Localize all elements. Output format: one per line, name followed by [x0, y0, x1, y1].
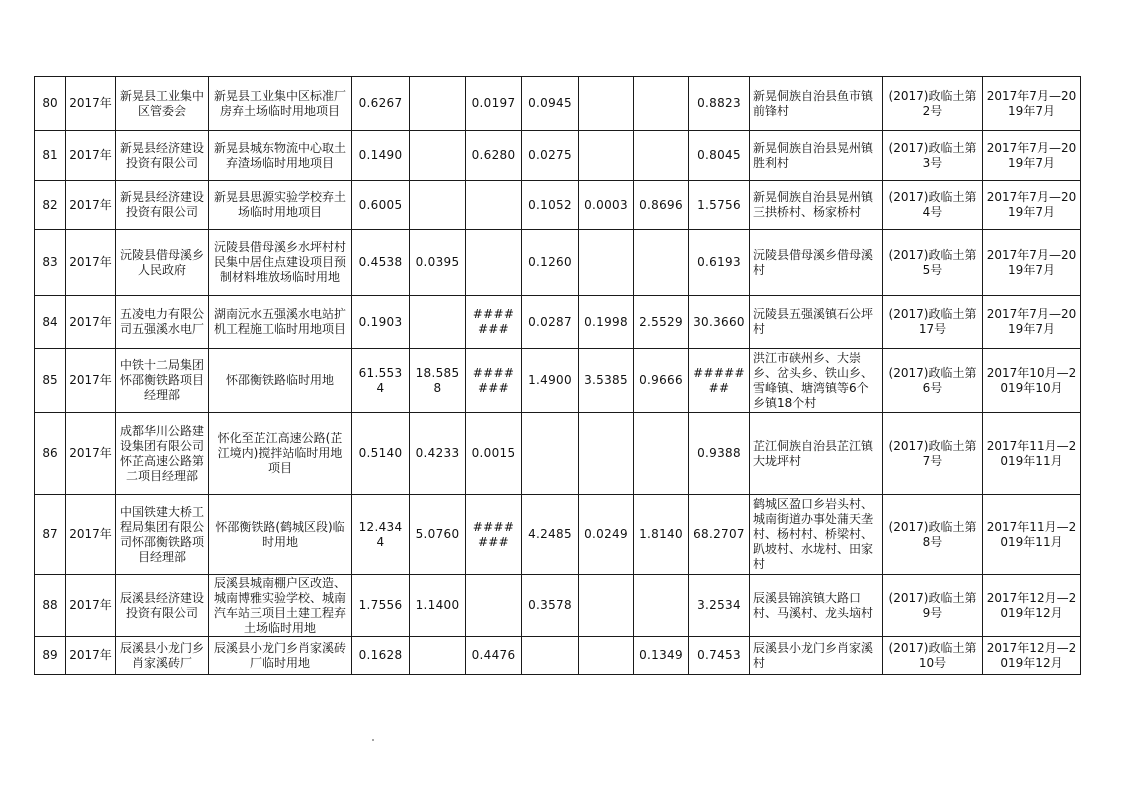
cell-year: 2017年 — [66, 349, 116, 413]
cell-unit: 中国铁建大桥工程局集团有限公司怀邵衡铁路项目经理部 — [116, 495, 209, 575]
cell-v7: 30.3660 — [689, 296, 750, 349]
scan-speck — [372, 739, 374, 741]
cell-v4: 0.0287 — [522, 296, 579, 349]
table-row — [35, 575, 1081, 637]
cell-v3: ####### — [466, 495, 522, 575]
cell-project: 新晃县工业集中区标准厂房弃土场临时用地项目 — [209, 77, 352, 131]
cell-v4: 0.0275 — [522, 131, 579, 181]
table-row — [35, 230, 1081, 296]
cell-v1: 0.1903 — [352, 296, 410, 349]
cell-v2 — [410, 637, 466, 675]
cell-v5: 3.5385 — [579, 349, 634, 413]
cell-v7: 1.5756 — [689, 181, 750, 230]
cell-v7: 0.7453 — [689, 637, 750, 675]
cell-period: 2017年7月—2019年7月 — [983, 181, 1081, 230]
cell-location: 沅陵县五强溪镇石公坪村 — [750, 296, 883, 349]
cell-v2 — [410, 296, 466, 349]
cell-v1: 12.4344 — [352, 495, 410, 575]
cell-no: 86 — [35, 413, 66, 495]
cell-unit: 五凌电力有限公司五强溪水电厂 — [116, 296, 209, 349]
cell-project: 辰溪县小龙门乡肖家溪砖厂临时用地 — [209, 637, 352, 675]
cell-location: 沅陵县借母溪乡借母溪村 — [750, 230, 883, 296]
cell-unit: 沅陵县借母溪乡人民政府 — [116, 230, 209, 296]
cell-v3 — [466, 575, 522, 637]
cell-project: 怀邵衡铁路(鹤城区段)临时用地 — [209, 495, 352, 575]
cell-approval: (2017)政临土第9号 — [883, 575, 983, 637]
cell-year: 2017年 — [66, 181, 116, 230]
cell-unit: 辰溪县经济建设投资有限公司 — [116, 575, 209, 637]
cell-v6 — [634, 230, 689, 296]
cell-v6: 0.9666 — [634, 349, 689, 413]
cell-location: 新晃侗族自治县鱼市镇前锋村 — [750, 77, 883, 131]
cell-v4 — [522, 413, 579, 495]
cell-v2: 18.5858 — [410, 349, 466, 413]
cell-period: 2017年11月—2019年11月 — [983, 495, 1081, 575]
cell-year: 2017年 — [66, 77, 116, 131]
cell-location: 新晃侗族自治县晃州镇三拱桥村、杨家桥村 — [750, 181, 883, 230]
cell-year: 2017年 — [66, 413, 116, 495]
cell-year: 2017年 — [66, 575, 116, 637]
cell-v4: 1.4900 — [522, 349, 579, 413]
cell-v1: 0.4538 — [352, 230, 410, 296]
cell-v3: 0.6280 — [466, 131, 522, 181]
cell-v6 — [634, 413, 689, 495]
cell-v3: 0.0015 — [466, 413, 522, 495]
cell-v3 — [466, 230, 522, 296]
cell-period: 2017年12月—2019年12月 — [983, 637, 1081, 675]
cell-v6 — [634, 575, 689, 637]
cell-v7: 0.8823 — [689, 77, 750, 131]
cell-approval: (2017)政临土第6号 — [883, 349, 983, 413]
cell-v1: 0.1628 — [352, 637, 410, 675]
cell-v5: 0.0249 — [579, 495, 634, 575]
cell-v1: 0.6267 — [352, 77, 410, 131]
cell-no: 83 — [35, 230, 66, 296]
cell-no: 84 — [35, 296, 66, 349]
cell-location: 辰溪县小龙门乡肖家溪村 — [750, 637, 883, 675]
cell-v2: 0.4233 — [410, 413, 466, 495]
cell-v2 — [410, 181, 466, 230]
cell-v5 — [579, 575, 634, 637]
cell-v4: 0.0945 — [522, 77, 579, 131]
cell-v7: 3.2534 — [689, 575, 750, 637]
cell-location: 芷江侗族自治县芷江镇大垅坪村 — [750, 413, 883, 495]
cell-v6: 2.5529 — [634, 296, 689, 349]
cell-v6: 0.8696 — [634, 181, 689, 230]
cell-v5 — [579, 131, 634, 181]
table-row — [35, 131, 1081, 181]
cell-v2 — [410, 77, 466, 131]
cell-v5: 0.1998 — [579, 296, 634, 349]
cell-no: 89 — [35, 637, 66, 675]
cell-unit: 新晃县经济建设投资有限公司 — [116, 181, 209, 230]
cell-approval: (2017)政临土第17号 — [883, 296, 983, 349]
cell-location: 新晃侗族自治县晃州镇胜利村 — [750, 131, 883, 181]
cell-project: 怀化至芷江高速公路(芷江境内)搅拌站临时用地项目 — [209, 413, 352, 495]
cell-approval: (2017)政临土第2号 — [883, 77, 983, 131]
cell-v6 — [634, 131, 689, 181]
cell-year: 2017年 — [66, 296, 116, 349]
cell-period: 2017年7月—2019年7月 — [983, 230, 1081, 296]
cell-project: 湖南沅水五强溪水电站扩机工程施工临时用地项目 — [209, 296, 352, 349]
cell-v3: 0.0197 — [466, 77, 522, 131]
cell-v7: 0.6193 — [689, 230, 750, 296]
cell-period: 2017年11月—2019年11月 — [983, 413, 1081, 495]
cell-approval: (2017)政临土第7号 — [883, 413, 983, 495]
table-row — [35, 77, 1081, 131]
cell-year: 2017年 — [66, 637, 116, 675]
table-row — [35, 413, 1081, 495]
cell-approval: (2017)政临土第8号 — [883, 495, 983, 575]
cell-no: 85 — [35, 349, 66, 413]
cell-year: 2017年 — [66, 131, 116, 181]
cell-approval: (2017)政临土第10号 — [883, 637, 983, 675]
cell-v2 — [410, 131, 466, 181]
cell-v4: 0.1260 — [522, 230, 579, 296]
cell-v5: 0.0003 — [579, 181, 634, 230]
cell-v5 — [579, 77, 634, 131]
cell-location: 辰溪县锦滨镇大路口村、马溪村、龙头垴村 — [750, 575, 883, 637]
cell-v1: 0.5140 — [352, 413, 410, 495]
cell-project: 辰溪县城南棚户区改造、城南博雅实验学校、城南汽车站三项目土建工程弃土场临时用地 — [209, 575, 352, 637]
cell-project: 新晃县城东物流中心取土弃渣场临时用地项目 — [209, 131, 352, 181]
cell-v6: 0.1349 — [634, 637, 689, 675]
cell-unit: 新晃县经济建设投资有限公司 — [116, 131, 209, 181]
cell-v1: 61.5534 — [352, 349, 410, 413]
cell-v6 — [634, 77, 689, 131]
cell-v5 — [579, 230, 634, 296]
cell-v4 — [522, 637, 579, 675]
cell-v7: ####### — [689, 349, 750, 413]
cell-approval: (2017)政临土第3号 — [883, 131, 983, 181]
cell-period: 2017年12月—2019年12月 — [983, 575, 1081, 637]
cell-year: 2017年 — [66, 230, 116, 296]
cell-v1: 1.7556 — [352, 575, 410, 637]
cell-period: 2017年7月—2019年7月 — [983, 131, 1081, 181]
cell-v3 — [466, 181, 522, 230]
cell-v6: 1.8140 — [634, 495, 689, 575]
cell-period: 2017年10月—2019年10月 — [983, 349, 1081, 413]
cell-year: 2017年 — [66, 495, 116, 575]
cell-v4: 4.2485 — [522, 495, 579, 575]
cell-approval: (2017)政临土第4号 — [883, 181, 983, 230]
cell-v1: 0.6005 — [352, 181, 410, 230]
cell-v7: 0.8045 — [689, 131, 750, 181]
cell-no: 88 — [35, 575, 66, 637]
cell-no: 87 — [35, 495, 66, 575]
cell-v3: ####### — [466, 349, 522, 413]
table-row — [35, 296, 1081, 349]
cell-v7: 68.2707 — [689, 495, 750, 575]
cell-unit: 成都华川公路建设集团有限公司怀芷高速公路第二项目经理部 — [116, 413, 209, 495]
cell-period: 2017年7月—2019年7月 — [983, 296, 1081, 349]
table-row — [35, 349, 1081, 413]
cell-no: 82 — [35, 181, 66, 230]
table-row — [35, 637, 1081, 675]
cell-unit: 中铁十二局集团怀邵衡铁路项目经理部 — [116, 349, 209, 413]
cell-approval: (2017)政临土第5号 — [883, 230, 983, 296]
cell-v2: 1.1400 — [410, 575, 466, 637]
land-use-table — [34, 76, 1081, 675]
cell-unit: 新晃县工业集中区管委会 — [116, 77, 209, 131]
cell-v3: 0.4476 — [466, 637, 522, 675]
cell-v7: 0.9388 — [689, 413, 750, 495]
cell-project: 怀邵衡铁路临时用地 — [209, 349, 352, 413]
cell-no: 80 — [35, 77, 66, 131]
cell-v5 — [579, 413, 634, 495]
cell-v2: 0.0395 — [410, 230, 466, 296]
cell-location: 洪江市硖州乡、大崇乡、岔头乡、铁山乡、雪峰镇、塘湾镇等6个乡镇18个村 — [750, 349, 883, 413]
cell-location: 鹤城区盈口乡岩头村、城南街道办事处蒲天垄村、杨村村、桥梁村、趴坡村、水垅村、田家村 — [750, 495, 883, 575]
cell-no: 81 — [35, 131, 66, 181]
cell-v3: ####### — [466, 296, 522, 349]
cell-v5 — [579, 637, 634, 675]
table-row — [35, 181, 1081, 230]
cell-v1: 0.1490 — [352, 131, 410, 181]
cell-v4: 0.3578 — [522, 575, 579, 637]
table-row — [35, 495, 1081, 575]
cell-v2: 5.0760 — [410, 495, 466, 575]
cell-project: 沅陵县借母溪乡水坪村村民集中居住点建设项目预制材料堆放场临时用地 — [209, 230, 352, 296]
cell-project: 新晃县思源实验学校弃土场临时用地项目 — [209, 181, 352, 230]
cell-period: 2017年7月—2019年7月 — [983, 77, 1081, 131]
cell-unit: 辰溪县小龙门乡肖家溪砖厂 — [116, 637, 209, 675]
cell-v4: 0.1052 — [522, 181, 579, 230]
